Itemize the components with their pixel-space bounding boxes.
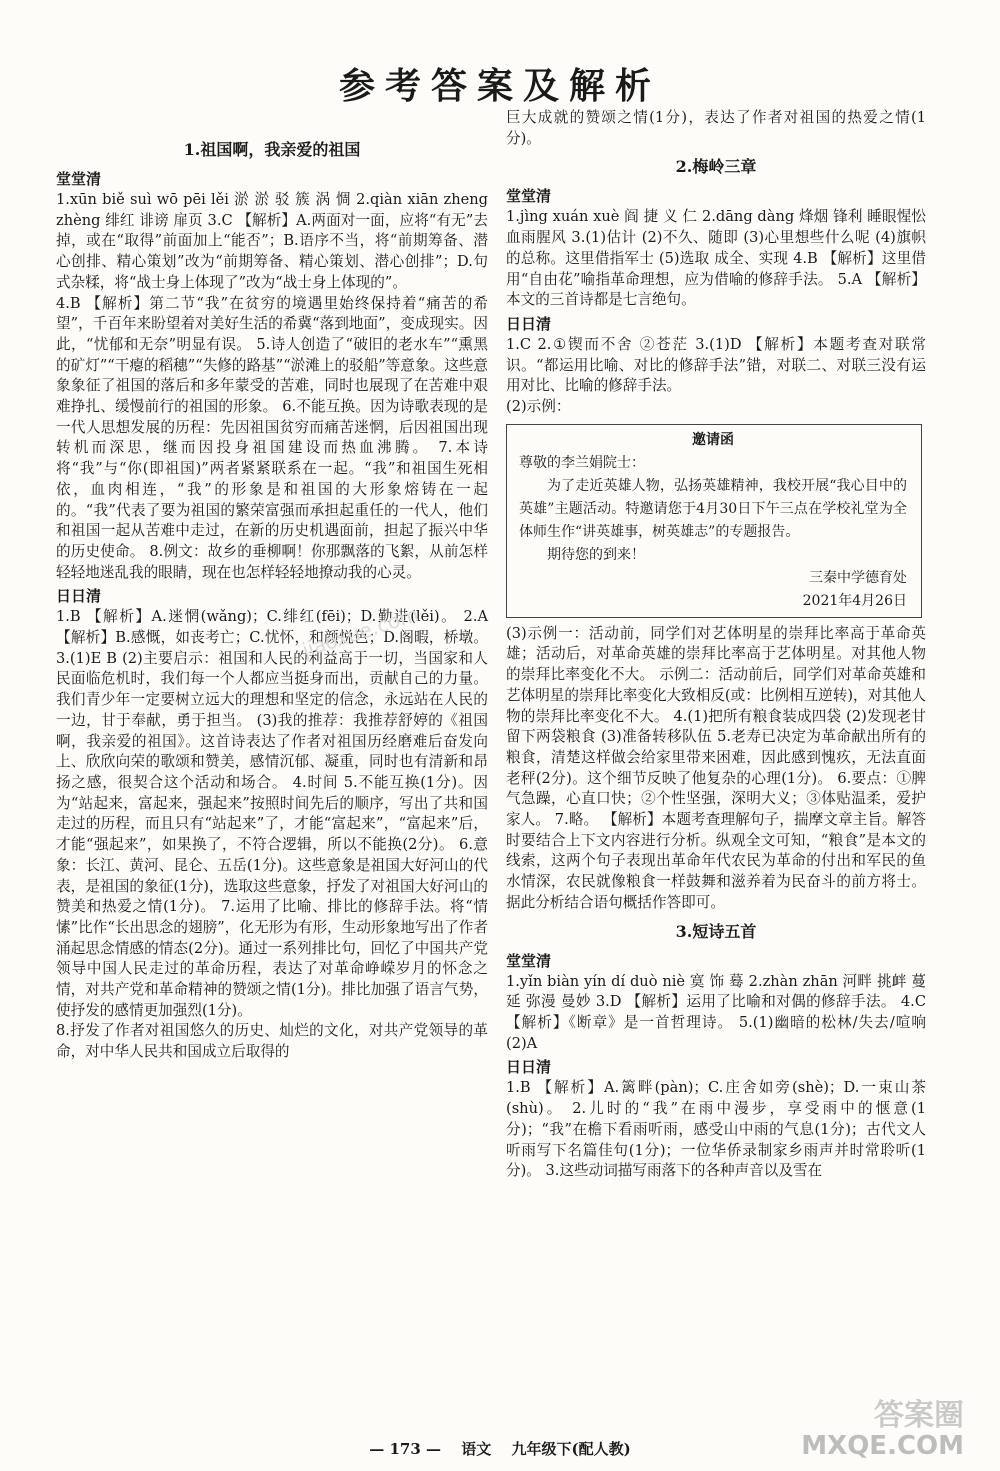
answer-paragraph: 4.B 【解析】第二节“我”在贫穷的境遇里始终保持着“痛苦的希望”，千百年来盼望着对美好生活的希冀“落到地面”，变成现实。因此，“忧郁和无奈”明显有误。 5.诗人创造了“破旧的老水车”“熏黑的矿灯”“干瘪的稻穗”“失修的路基”“淤滩上的驳船”等意象。这些意象象征了祖国的落后和多年蒙受的苦难，同时也展现了在苦难中艰难挣扎、缓慢前行的祖国的形象。 6.不能互换。因为诗歌表现的是一代人思想发展的历程：先因祖国贫穷而痛苦迷惘，后因祖国出现转机而深思，继而因投身祖国建设而热血沸腾。 7.本诗将“我”与“你(即祖国)”两者紧紧联系在一起。“我”和祖国生死相依，血肉相连，“我”的形象是和祖国的大形象熔铸在一起的。“我”代表了要为祖国的繁荣富强而承担起重任的一代人，他们和祖国一起从苦难中走过，在新的历史机遇面前，担起了振兴中华的历史使命。 8.例文：故乡的垂柳啊！你那飘落的飞絮，从前怎样轻轻地迷乱我的眼睛，现在也怎样轻轻地撩动我的心灵。 [56, 294, 488, 581]
page-number: 173 [389, 1440, 421, 1458]
answer-paragraph: 1.B 【解析】A.篱畔(pàn)；C.庄舍如旁(shè)；D.一束山茶(shù)。 2.儿时的“我”在雨中漫步，享受雨中的惬意(1分)；“我”在檐下看雨听雨，感受山中雨的气息(1分)；古代文人听雨写下名篇佳句(1分)；一位华侨录制家乡雨声并时常聆听(1分)。 3.这些动词描写雨落下的各种声音以及雪在 [506, 1079, 926, 1180]
grade-label: 九年级下(配人教) [511, 1440, 631, 1458]
subheading: 日日清 [56, 587, 102, 606]
watermark-logo [801, 1398, 964, 1461]
letter-date: 2021年4月26日 [802, 592, 907, 609]
section-title: 1.祖国啊，我亲爱的祖国 [183, 140, 361, 159]
subheading: 日日清 [506, 1058, 552, 1077]
right-column [506, 108, 926, 1182]
subheading: 堂堂清 [506, 187, 552, 206]
answer-paragraph: 1.C 2.①锲而不舍 ②苍茫 3.(1)D 【解析】本题考查对联常识。“都运用比喻、对比的修辞手法”错，对联二、对联三没有运用对比、比喻的修辞手法。 [506, 335, 926, 395]
page-title: 参考答案及解析 [338, 65, 661, 107]
answer-paragraph: 1.jìng xuán xuè 阎 捷 义 仁 2.dāng dàng 烽烟 锋利 睡眼惺忪 血雨腥风 3.(1)估计 (2)不久、随即 (3)心里想些什么呢 (4)旗帜的总称。这里借指军士 (5)选取 成全、实现 4.B 【解析】这里借用“自由花”喻指革命理想，应为借喻的修辞手法。 5.A 【解析】本文的三首诗都是七言绝句。 [506, 208, 926, 309]
letter-greeting: 尊敬的李兰娟院士： [519, 454, 645, 471]
faint-watermark: jiaoxue.com [299, 601, 422, 663]
answer-paragraph: 1.xūn biě suì wō pēi lěi 淤 淤 驳 簇 涡 惆 2.qiàn xiān zheng zhèng 绯红 诽谤 扉页 3.C 【解析】A.两面对一面，应将“有无”去掉，或在“取得”前面加上“能否”；B.语序不当，将“前期筹备、潜心创排、精心策划”改为“前期筹备、精心策划、潜心创排”；D.句式杂糅，将“战士身上体现了”改为“战士身上体现的”。 [56, 191, 488, 291]
subheading: 日日清 [506, 314, 552, 333]
left-column [56, 108, 488, 1063]
subject-label: 语文 [461, 1440, 492, 1458]
watermark-line2: MXQE.COM [801, 1431, 964, 1461]
page-footer: — 173 — 语文 九年级下(配人教) [369, 1440, 631, 1458]
answer-paragraph: 8.抒发了作者对祖国悠久的历史、灿烂的文化，对共产党领导的革命，对中华人民共和国成立后取得的 [56, 1022, 488, 1061]
letter-title: 邀请函 [692, 431, 734, 448]
subheading: 堂堂清 [506, 951, 552, 970]
answer-paragraph: 1.B 【解析】A.迷惘(wǎng)；C.绯红(fēi)；D.勤进(lěi)。 2.A 【解析】B.感慨，如丧考亡；C.忧怀，和颜悦色；D.阁暇，桥墩。 3.(1)E B (2)主要启示：祖国和人民的利益高于一切，当国家和人民面临危机时，我们每一个人都应当挺身而出，贡献自己的力量。我们青少年一定要树立远大的理想和坚定的信念，永远站在人民的一边，甘于奉献，勇于担当。 (3)我的推荐：我推荐舒婷的《祖国啊，我亲爱的祖国》。这首诗表达了作者对祖国历经磨难后奋发向上、欣欣向荣的歌颂和赞美，感情沉郁、凝重，同时也有清新和昂扬之感，很契合这个活动和场合。 4.时间 5.不能互换(1分)。因为“站起来，富起来，强起来”按照时间先后的顺序，写出了共和国走过的历程，而且只有“站起来”了，才能“富起来”，“富起来”后，才能“强起来”，如果换了，不符合逻辑，所以不能换(2分)。 6.意象：长江、黄河、昆仑、五岳(1分)。这些意象是祖国大好河山的代表，是祖国的象征(1分)，选取这些意象，抒发了对祖国大好河山的赞美和热爱之情(1分)。 7.运用了比喻、排比的修辞手法。将“情愫”比作“长出思念的翅膀”，化无形为有形，生动形象地写出了作者涌起思念情感的情态(2分)。通过一系列排比句，回忆了中国共产党领导中国人民走过的革命历程，表达了对革命峥嵘岁月的怀念之情，对共产党和革命精神的赞颂之情(1分)。排比加强了语言气势，使抒发的感情更加强烈(1分)。 [56, 608, 488, 1019]
answer-paragraph: (2)示例： [506, 398, 571, 416]
answer-paragraph: (3)示例一：活动前，同学们对艺体明星的崇拜比率高于革命英雄；活动后，对革命英雄的崇拜比率高于艺体明星。对其他人物的崇拜比率变化不大。 示例二：活动前后，同学们对革命英雄和艺体明星的崇拜比率变化大致相反(或：比例相互逆转)，对其他人物的崇拜比率变化不大。 4.(1)把所有粮食装成四袋 (2)发现老甘留下两袋粮食 (3)准备转移队伍 5.老寿已决定为革命献出所有的粮食，清楚这样做会给家里带来困难，因此感到愧疚，无法直面老秤(2分)。这个细节反映了他复杂的心理(1分)。 6.要点：①脾气急躁，心直口快；②个性坚强，深明大义；③体贴温柔，爱护家人。 7.略。 【解析】本题考查理解句子，揣摩文章主旨。解答时要结合上下文内容进行分析。纵观全文可知，“粮食”是本文的线索，这两个句子表现出革命年代农民为革命的付出和军民的鱼水情深，农民就像粮食一样鼓舞和滋养着为民奋斗的前方将士。据此分析结合语句概括作答即可。 [506, 624, 927, 911]
subheading: 堂堂清 [56, 170, 102, 188]
section-title: 3.短诗五首 [675, 921, 757, 941]
answer-paragraph: 巨大成就的赞颂之情(1分)，表达了作者对祖国的热爱之情(1分)。 [506, 109, 926, 147]
letter-body: 为了走近英雄人物，弘扬英雄精神，我校开展“我心目中的英雄”主题活动。特邀请您于4月30日下午三点在学校礼堂为全体师生作“讲英雄事，树英雄志”的专题报告。 [519, 477, 907, 540]
watermark-line1: 答案圈 [874, 1398, 964, 1433]
answer-paragraph: 1.yǐn biàn yín dí duò niè 寞 饰 蓦 2.zhàn zhān 河畔 挑衅 蔓延 弥漫 曼妙 3.D 【解析】运用了比喻和对偶的修辞手法。 4.C 【解析】《断章》是一首哲理诗。 5.(1)幽暗的松林/失去/喧响 (2)A [506, 972, 926, 1052]
letter-closing: 期待您的到来！ [547, 546, 645, 563]
section-title: 2.梅岭三章 [675, 157, 757, 177]
invitation-letter-box [506, 424, 922, 618]
letter-signature: 三秦中学德育处 [809, 569, 907, 586]
